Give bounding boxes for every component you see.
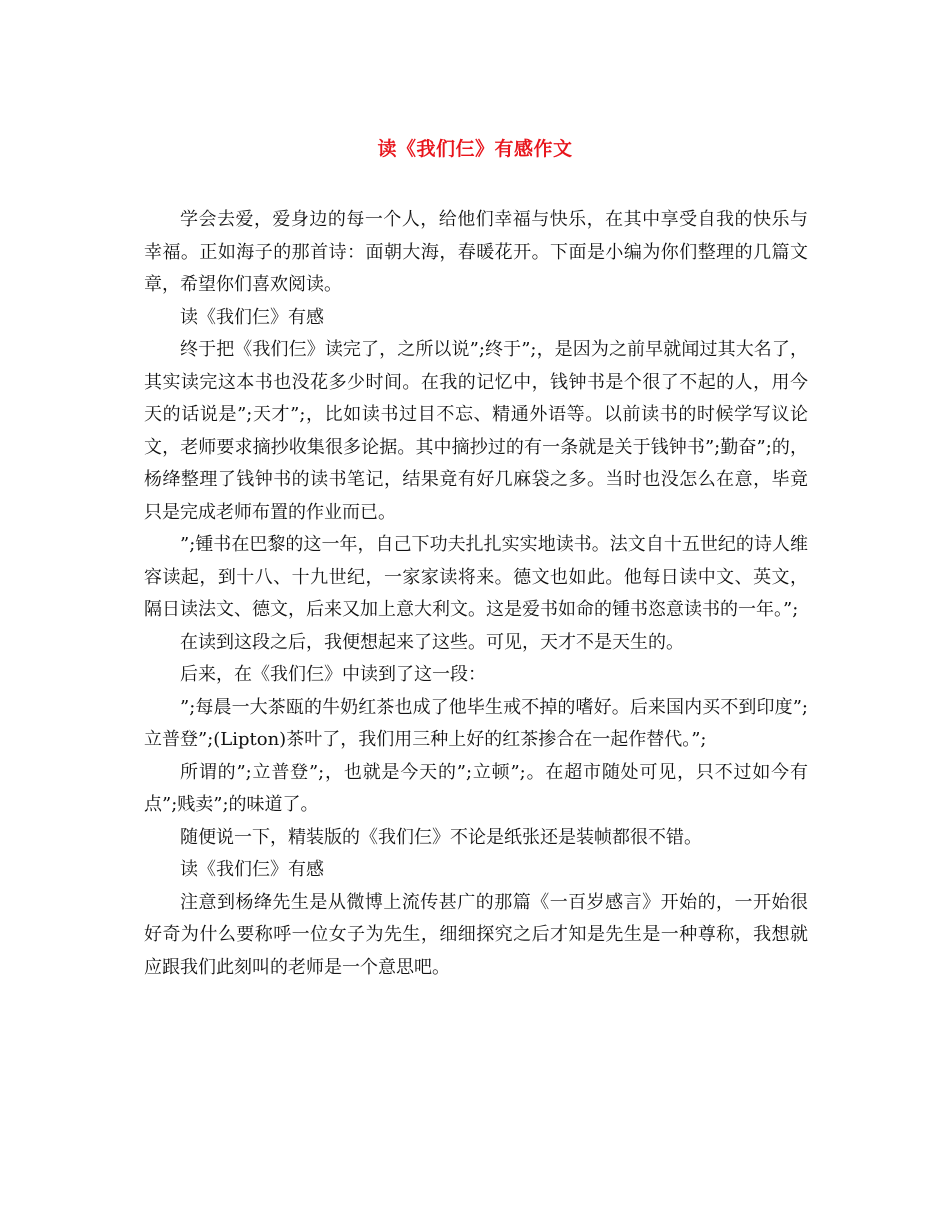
body-paragraph: 所谓的”;立普登”;，也就是今天的”;立顿”;。在超市随处可见，只不过如今有点”;贱卖”;的味道了。 (144, 761, 808, 815)
quote-paragraph: ”;锺书在巴黎的这一年，自己下功夫扎扎实实地读书。法文自十五世纪的诗人维容读起，到十八、十九世纪，一家家读将来。德文也如此。他每日读中文、英文，隔日读法文、德文，后来又加上意大利文。这是爱书如命的锺书恣意读书的一年。”; (144, 534, 808, 620)
document-title: 读《我们仨》有感作文 (377, 138, 573, 160)
intro-paragraph: 学会去爱，爱身边的每一个人，给他们幸福与快乐，在其中享受自我的快乐与幸福。正如海子的那首诗：面朝大海，春暖花开。下面是小编为你们整理的几篇文章，希望你们喜欢阅读。 (144, 209, 808, 295)
body-paragraph: 后来，在《我们仨》中读到了这一段： (180, 664, 486, 685)
body-paragraph: 在读到这段之后，我便想起来了这些。可见，天才不是天生的。 (180, 631, 684, 653)
body-paragraph: 随便说一下，精装版的《我们仨》不论是纸张还是装帧都很不错。 (180, 826, 702, 848)
body-paragraph: 终于把《我们仨》读完了，之所以说”;终于”;，是因为之前早就闻过其大名了，其实读完这本书也没花多少时间。在我的记忆中，钱钟书是个很了不起的人，用今天的话说是”;天才”;，比如读书过目不忘、精通外语等。以前读书的时候学写议论文，老师要求摘抄收集很多论据。其中摘抄过的有一条就是关于钱钟书”;勤奋”;的，杨绛整理了钱钟书的读书笔记，结果竟有好几麻袋之多。当时也没怎么在意，毕竟只是完成老师布置的作业而已。 (144, 339, 808, 523)
document-body (144, 204, 808, 984)
section-heading: 读《我们仨》有感 (180, 859, 324, 880)
body-paragraph: 注意到杨绛先生是从微博上流传甚广的那篇《一百岁感言》开始的，一开始很好奇为什么要称呼一位女子为先生，细细探究之后才知是先生是一种尊称，我想就应跟我们此刻叫的老师是一个意思吧。 (144, 891, 808, 978)
section-heading: 读《我们仨》有感 (180, 306, 324, 328)
quote-paragraph: ”;每晨一大茶瓯的牛奶红茶也成了他毕生戒不掉的嗜好。后来国内买不到印度”;立普登”;(Lipton)茶叶了，我们用三种上好的红茶掺合在一起作替代。”; (144, 696, 808, 750)
